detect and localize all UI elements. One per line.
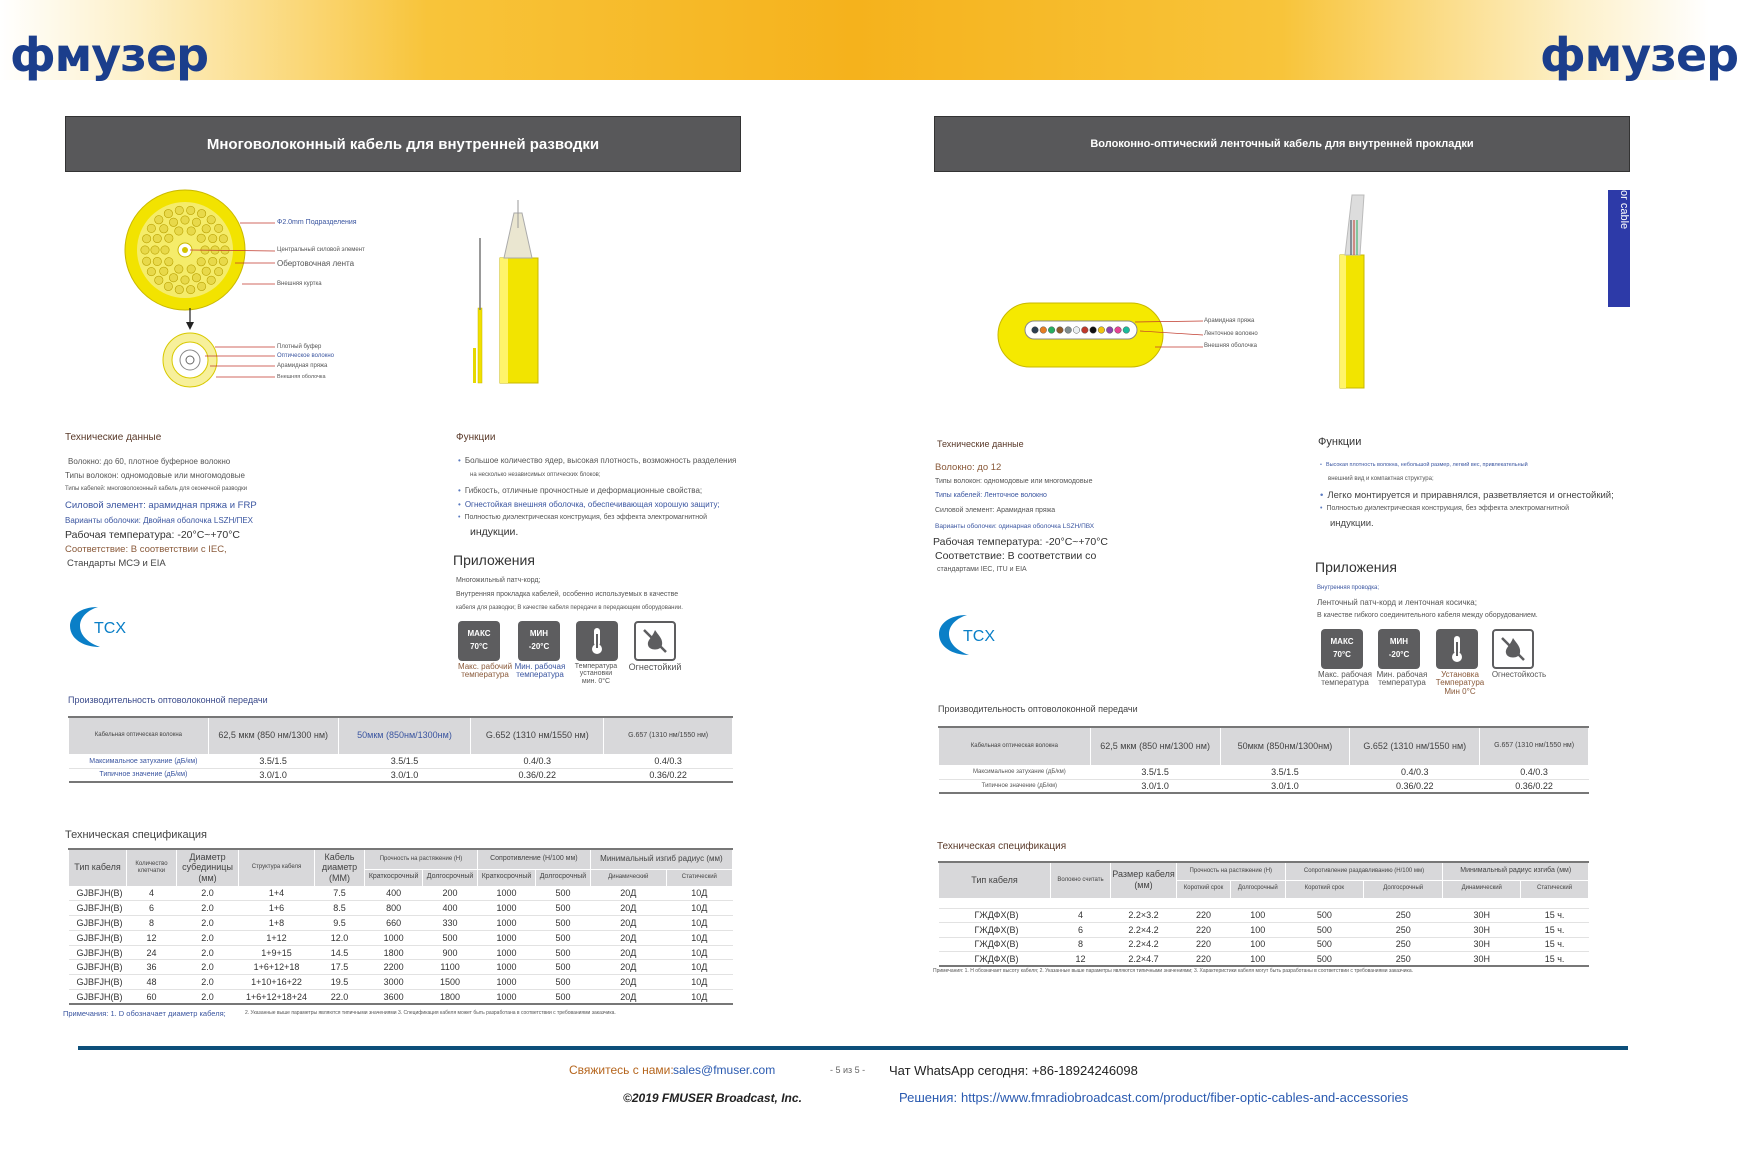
left-function-line: на несколько независимых оптических блоков; [470, 472, 601, 478]
table-cell: 20Д [590, 901, 666, 916]
table-cell: 1+9+15 [239, 945, 315, 960]
left-diagram-label: Оптическое волокно [277, 353, 335, 359]
table-cell: 1000 [477, 901, 535, 916]
table-cell: 3600 [365, 990, 423, 1005]
left-diagram-label: Ф2.0mm Подразделения [277, 219, 357, 226]
table-cell: 2.2×4.7 [1111, 952, 1177, 967]
table-cell: 20Д [590, 886, 666, 901]
table-cell: 4 [1051, 908, 1111, 923]
table-cell: 400 [423, 901, 478, 916]
table-cell: 200 [423, 886, 478, 901]
table-row [69, 886, 733, 901]
table-cell: 1000 [477, 990, 535, 1005]
left-diagram-label: Обертовочная лента [277, 259, 355, 268]
perf-row: Максимальное затухание (дБ/км) 3.5/1.5 3.5/1.5 0.4/0.3 0.4/0.3 [939, 765, 1589, 779]
table-row [69, 901, 733, 916]
solutions-link[interactable]: https://www.fmradiobroadcast.com/product/fiber-optic-cables-and-accessories [961, 1090, 1409, 1105]
table-cell: 250 [1364, 908, 1443, 923]
whatsapp-contact: Чат WhatsApp сегодня: +86-18924246098 [889, 1063, 1138, 1078]
min-temp-icon: МИН -20°C [1378, 629, 1420, 669]
right-function-line: • Высокая плотность волокна, небольшой размер, легкий вес, привлекательный [1320, 462, 1528, 468]
table-cell: 1000 [477, 930, 535, 945]
table-cell: 500 [536, 916, 591, 931]
right-apps-heading: Приложения [1315, 559, 1397, 575]
thermometer-icon [1436, 629, 1478, 669]
left-app-line: кабеля для разводки; В качестве кабеля передачи в передающем оборудовании. [456, 605, 683, 611]
table-cell: 20Д [590, 960, 666, 975]
table-cell: 2.0 [177, 901, 239, 916]
table-cell: 10Д [666, 960, 732, 975]
thermometer-icon [576, 621, 618, 661]
table-cell: 2.0 [177, 975, 239, 990]
table-cell: GJBFJH(B) [69, 930, 127, 945]
table-cell: 48 [127, 975, 177, 990]
right-tech-line: Силовой элемент: Арамидная пряжа [935, 507, 1056, 514]
table-cell: 30Н [1443, 923, 1521, 938]
left-spec-note: Примечания: 1. D обозначает диаметр кабеля; [63, 1009, 226, 1018]
table-cell: 500 [1285, 923, 1363, 938]
max-temp-caption: Макс. рабочий температура [457, 662, 513, 680]
table-cell: 500 [536, 975, 591, 990]
table-cell: 1000 [477, 975, 535, 990]
fire-resistant-icon [634, 621, 676, 661]
table-cell: 19.5 [315, 975, 365, 990]
table-cell: GJBFJH(B) [69, 960, 127, 975]
table-cell: GJBFJH(B) [69, 945, 127, 960]
contact-label: Свяжитесь с нами: [569, 1063, 674, 1077]
left-tech-line: Волокно: до 60, плотное буферное волокно [68, 457, 231, 466]
left-tech-heading: Технические данные [65, 432, 162, 443]
left-tech-line: Стандарты МСЭ и EIA [67, 558, 166, 569]
table-cell: 100 [1231, 923, 1286, 938]
tcx-logo-right [937, 612, 1007, 658]
install-temp-caption: Температура установки мин. 0°C [574, 663, 618, 685]
header-banner [0, 0, 1709, 80]
min-temp-caption: Мин. рабочая температура [1376, 670, 1428, 688]
table-cell: ГЖДФХ(В) [939, 937, 1051, 952]
right-function-line: • Легко монтируется и приравнялся, разветвляется и огнестойкий; [1320, 490, 1614, 501]
right-function-line: внешний вид и компактная структура; [1328, 476, 1434, 482]
table-row [69, 916, 733, 931]
table-cell: 2.2×3.2 [1111, 908, 1177, 923]
table-cell: 20Д [590, 930, 666, 945]
table-cell: 1+6+12+18+24 [239, 990, 315, 1005]
table-cell: 1+6+12+18 [239, 960, 315, 975]
table-cell: 12 [1051, 952, 1111, 967]
table-cell: 20Д [590, 916, 666, 931]
fire-resistant-icon [1492, 629, 1534, 669]
install-temp-caption: Установка Температура Мин 0°C [1435, 670, 1485, 696]
table-cell: 500 [423, 930, 478, 945]
perf-row: Максимальное затухание (дБ/км) 3.5/1.5 3.5/1.5 0.4/0.3 0.4/0.3 [69, 754, 733, 768]
left-perf-heading: Производительность оптоволоконной передачи [68, 695, 268, 705]
left-app-line: Внутренняя прокладка кабелей, особенно используемых в качестве [456, 591, 679, 598]
left-function-line: • Полностью диэлектрическая конструкция, без эффекта электромагнитной [458, 514, 707, 521]
table-cell: 330 [423, 916, 478, 931]
table-cell: 10Д [666, 886, 732, 901]
right-app-line: В качестве гибкого соединительного кабеля между оборудованием. [1317, 612, 1538, 619]
left-function-line: • Большое количество ядер, высокая плотность, возможность разделения [458, 456, 736, 465]
right-app-line: Внутренняя проводка; [1317, 585, 1380, 591]
min-temp-caption: Мин. рабочая температура [514, 662, 566, 680]
right-function-line: индукции. [1330, 518, 1374, 529]
table-cell: GJBFJH(B) [69, 916, 127, 931]
right-app-line: Ленточный патч-корд и ленточная косичка; [1317, 598, 1477, 607]
table-cell: 17.5 [315, 960, 365, 975]
right-spec-note: Примечания: 1. Н обозначает высоту кабеля; 2. Указанные выше параметры являются типичными значениями; 3. Характеристики кабеля могут быть разработаны в соответствии с требованиями заказчика. [933, 968, 1414, 974]
left-tech-line: Варианты оболочки: Двойная оболочка LSZH/ПЕХ [65, 516, 253, 525]
table-cell: 1000 [477, 960, 535, 975]
table-cell: 10Д [666, 930, 732, 945]
table-cell: 900 [423, 945, 478, 960]
table-cell: 12.0 [315, 930, 365, 945]
solutions-label: Решения: [899, 1090, 958, 1105]
table-cell: 7.5 [315, 886, 365, 901]
left-cable-photo [470, 198, 580, 388]
left-function-line: индукции. [470, 526, 519, 538]
table-cell: 500 [536, 901, 591, 916]
table-cell: ГЖДФХ(В) [939, 908, 1051, 923]
table-cell: 10Д [666, 901, 732, 916]
table-cell: 20Д [590, 975, 666, 990]
svg-text:TCX: TCX [94, 620, 126, 637]
table-cell: 30Н [1443, 952, 1521, 967]
table-cell: 60 [127, 990, 177, 1005]
table-cell: 15 ч. [1521, 923, 1589, 938]
table-cell: 1000 [477, 945, 535, 960]
left-tech-line: Силовой элемент: арамидная пряжа и FRP [65, 500, 257, 511]
table-cell: 1800 [423, 990, 478, 1005]
table-cell: 800 [365, 901, 423, 916]
left-function-line: • Огнестойкая внешняя оболочка, обеспечивающая хорошую защиту; [458, 500, 720, 509]
table-cell: 1+6 [239, 901, 315, 916]
table-cell: 660 [365, 916, 423, 931]
table-row [939, 937, 1589, 952]
left-app-line: Многожильный патч-корд; [456, 577, 541, 584]
table-cell: 24 [127, 945, 177, 960]
table-cell: 500 [1285, 952, 1363, 967]
right-diagram-label: Внешняя оболочка [1204, 343, 1257, 349]
fire-resistant-caption: Огнестойкость [1491, 670, 1547, 679]
table-row [939, 923, 1589, 938]
table-cell: 100 [1231, 937, 1286, 952]
side-tab: or cable [1608, 190, 1630, 307]
right-functions-heading: Функции [1318, 436, 1362, 448]
copyright: ©2019 FMUSER Broadcast, Inc. [623, 1091, 802, 1105]
table-cell: 1000 [477, 886, 535, 901]
table-cell: 10Д [666, 990, 732, 1005]
right-tech-line: стандартами IEC, ITU и EIA [937, 566, 1027, 573]
left-diagram-label: Внешняя оболочка [277, 374, 326, 380]
table-cell: 2.0 [177, 930, 239, 945]
table-cell: 1800 [365, 945, 423, 960]
left-spec-heading: Техническая спецификация [65, 829, 208, 841]
table-cell: 15 ч. [1521, 952, 1589, 967]
table-cell: 2.2×4.2 [1111, 937, 1177, 952]
right-tech-line: Рабочая температура: -20°C~+70°C [933, 536, 1109, 548]
table-cell: GJBFJH(B) [69, 975, 127, 990]
page-number: - 5 из 5 - [830, 1065, 866, 1075]
table-cell: 500 [536, 886, 591, 901]
table-cell: 4 [127, 886, 177, 901]
table-cell: 20Д [590, 945, 666, 960]
table-cell: 30Н [1443, 908, 1521, 923]
table-cell: 250 [1364, 937, 1443, 952]
table-row [939, 908, 1589, 923]
right-tech-line: Соответствие: В соответствии со [935, 550, 1097, 562]
table-cell: 220 [1177, 923, 1231, 938]
table-cell: 8.5 [315, 901, 365, 916]
right-tech-line: Типы волокон: одномодовые или многомодовые [935, 478, 1093, 485]
table-cell: 10Д [666, 916, 732, 931]
right-diagram-label: Ленточное волокно [1204, 331, 1258, 337]
right-spec-table: Тип кабеля Волокно считать Размер кабеля (мм) Прочность на растяжение (Н) Сопротивление раздавливанию (Н/100 мм) Минимальный радиус изгиба (мм) Короткий срок Долгосрочный Короткий срок Долгосрочный Динамический Статический ГЖДФХ(В) 4 2.2×3.2 220 100 500 250 30Н 15 ч. ГЖДФХ(В) 6 2.2×4.2 220 100 500 250 30Н 15 ч. ГЖДФХ(В) 8 2.2×4.2 220 100 500 250 30Н 15 ч. ГЖДФХ(В) 12 2.2×4.7 220 100 500 250 30Н 15 ч. [938, 861, 1589, 967]
table-row [939, 952, 1589, 967]
table-cell: 500 [536, 960, 591, 975]
table-cell: 220 [1177, 952, 1231, 967]
table-cell: 2.0 [177, 945, 239, 960]
table-cell: 1500 [423, 975, 478, 990]
table-cell: 220 [1177, 937, 1231, 952]
table-cell: 2.0 [177, 916, 239, 931]
table-cell: 6 [127, 901, 177, 916]
footer-divider [78, 1046, 1628, 1050]
max-temp-caption: Макс. рабочая температура [1318, 670, 1372, 688]
table-cell: 15 ч. [1521, 908, 1589, 923]
table-cell: 500 [1285, 937, 1363, 952]
table-cell: 30Н [1443, 937, 1521, 952]
table-cell: 500 [536, 945, 591, 960]
table-cell: 1+8 [239, 916, 315, 931]
right-tech-line: Варианты оболочки: одинарная оболочка LSZH/ПВХ [935, 523, 1095, 530]
left-spec-note-2: 2. Указанные выше параметры являются типичными значениями 3. Спецификация кабеля может быть разработана в соответствии с требованиями заказчика. [245, 1010, 616, 1016]
table-cell: 1000 [365, 930, 423, 945]
tcx-logo-left [68, 604, 138, 650]
table-cell: 8 [1051, 937, 1111, 952]
right-perf-table: Кабельная оптическая волокна 62,5 мкм (850 нм/1300 нм) 50мкм (850нм/1300нм) G.652 (1310 нм/1550 нм) G.657 (1310 нм/1550 нм) Максимальное затухание (дБ/км) 3.5/1.5 3.5/1.5 0.4/0.3 0.4/0.3 Типичное значение (дБ/км) 3.0/1.0 3.0/1.0 0.36/0.22 0.36/0.22 [938, 726, 1589, 794]
table-cell: 500 [536, 990, 591, 1005]
table-row [69, 945, 733, 960]
max-temp-icon: МАКС 70°C [1321, 629, 1363, 669]
right-tech-line: Типы кабелей: Ленточное волокно [935, 492, 1047, 499]
table-cell: 15 ч. [1521, 937, 1589, 952]
left-diagram-label: Арамидная пряжа [277, 363, 328, 369]
max-temp-icon: МАКС 70°C [458, 621, 500, 661]
right-spec-heading: Техническая спецификация [937, 841, 1067, 852]
table-cell: ГЖДФХ(В) [939, 952, 1051, 967]
table-cell: 6 [1051, 923, 1111, 938]
left-diagram-label: Плотный буфер [277, 344, 322, 350]
brand-logo-left: фмузер [10, 28, 209, 82]
min-temp-icon: МИН -20°C [518, 621, 560, 661]
table-cell: 22.0 [315, 990, 365, 1005]
table-cell: 10Д [666, 945, 732, 960]
left-spec-table: Тип кабеля Количество клетчатки Диаметр субединицы (мм) Структура кабеля Кабель диаметр (ММ) Прочность на растяжение (Н) Сопротивление (Н/100 мм) Минимальный изгиб радиус (мм) Краткосрочный Долгосрочный Краткосрочный Долгосрочный Динамический Статический GJBFJH(B) 4 2.0 1+4 7.5 400 200 1000 500 20Д 10Д GJBFJH(B) 6 2.0 1+6 8.5 800 400 1000 500 20Д 10Д GJBFJH(B) 8 2.0 1+8 9.5 660 330 1000 500 20Д 10Д GJBFJH(B) 12 2.0 1+12 12.0 1000 500 1000 500 20Д 10Д GJBFJH(B) 24 2.0 1+9+15 14.5 1800 900 1000 500 20Д 10Д GJBFJH(B) 36 2.0 1+6+12+18 17.5 2200 1100 1000 500 20Д 10Д GJBFJH(B) 48 2.0 1+10+16+22 19.5 3000 1500 1000 500 20Д 10Д GJBFJH(B) 60 2.0 1+6+12+18+24 22.0 3600 1800 1000 500 20Д 10Д [68, 848, 733, 1005]
svg-text:TCX: TCX [963, 628, 995, 645]
table-cell: 220 [1177, 908, 1231, 923]
table-cell: 14.5 [315, 945, 365, 960]
table-cell: 500 [1285, 908, 1363, 923]
table-cell: 100 [1231, 908, 1286, 923]
left-diagram-label: Центральный силовой элемент [277, 247, 365, 253]
left-perf-table: Кабельная оптическая волокна 62,5 мкм (850 нм/1300 нм) 50мкм (850нм/1300нм) G.652 (1310 нм/1550 нм) G.657 (1310 нм/1550 нм) Максимальное затухание (дБ/км) 3.5/1.5 3.5/1.5 0.4/0.3 0.4/0.3 Типичное значение (дБ/км) 3.0/1.0 3.0/1.0 0.36/0.22 0.36/0.22 [68, 716, 733, 783]
left-page-title: Многоволоконный кабель для внутренней разводки [65, 116, 741, 172]
table-cell: 2.0 [177, 886, 239, 901]
table-cell: 20Д [590, 990, 666, 1005]
table-row [69, 975, 733, 990]
table-cell: 1+4 [239, 886, 315, 901]
table-cell: 100 [1231, 952, 1286, 967]
fire-resistant-caption: Огнестойкий [628, 662, 682, 672]
table-cell: 400 [365, 886, 423, 901]
left-tech-line: Типы волокон: одномодовые или многомодовые [65, 471, 245, 480]
right-diagram-label: Арамидная пряжа [1204, 318, 1255, 324]
table-cell: 2.0 [177, 990, 239, 1005]
table-cell: 3000 [365, 975, 423, 990]
left-functions-heading: Функции [456, 432, 496, 443]
table-cell: 10Д [666, 975, 732, 990]
table-cell: GJBFJH(B) [69, 901, 127, 916]
left-tech-line: Соответствие: В соответствии с IEC, [65, 544, 227, 555]
table-cell: GJBFJH(B) [69, 886, 127, 901]
table-cell: 250 [1364, 952, 1443, 967]
left-tech-line: Рабочая температура: -20°C~+70°C [65, 529, 241, 541]
left-tech-line: Типы кабелей: многоволоконный кабель для оконечной разводки [65, 486, 248, 492]
left-function-line: • Гибкость, отличные прочностные и деформационные свойства; [458, 486, 702, 495]
table-cell: 12 [127, 930, 177, 945]
right-perf-heading: Производительность оптоволоконной передачи [938, 704, 1138, 714]
table-cell: 2.2×4.2 [1111, 923, 1177, 938]
contact-email-link[interactable]: sales@fmuser.com [673, 1063, 776, 1077]
right-page-title: Волоконно-оптический ленточный кабель для внутренней прокладки [934, 116, 1630, 172]
table-cell: ГЖДФХ(В) [939, 923, 1051, 938]
right-ribbon-cable-photo [1330, 195, 1390, 390]
table-cell: 1100 [423, 960, 478, 975]
right-tech-heading: Технические данные [937, 439, 1024, 449]
table-cell: 250 [1364, 923, 1443, 938]
table-cell: 2200 [365, 960, 423, 975]
table-cell: 1000 [477, 916, 535, 931]
table-cell: 2.0 [177, 960, 239, 975]
table-cell: 9.5 [315, 916, 365, 931]
table-cell: GJBFJH(B) [69, 990, 127, 1005]
brand-logo-right: фмузер [1540, 28, 1738, 82]
table-cell: 1+12 [239, 930, 315, 945]
left-diagram-label: Внешняя куртка [277, 281, 322, 287]
table-row [69, 930, 733, 945]
right-tech-line: Волокно: до 12 [935, 462, 1002, 473]
perf-row: Типичное значение (дБ/км) 3.0/1.0 3.0/1.0 0.36/0.22 0.36/0.22 [69, 768, 733, 782]
table-cell: 36 [127, 960, 177, 975]
right-function-line: • Полностью диэлектрическая конструкция, без эффекта электромагнитной [1320, 505, 1569, 512]
table-cell: 500 [536, 930, 591, 945]
table-cell: 1+10+16+22 [239, 975, 315, 990]
left-apps-heading: Приложения [453, 552, 535, 568]
table-row [69, 960, 733, 975]
table-row [69, 990, 733, 1005]
perf-row: Типичное значение (дБ/км) 3.0/1.0 3.0/1.0 0.36/0.22 0.36/0.22 [939, 779, 1589, 793]
table-cell: 8 [127, 916, 177, 931]
